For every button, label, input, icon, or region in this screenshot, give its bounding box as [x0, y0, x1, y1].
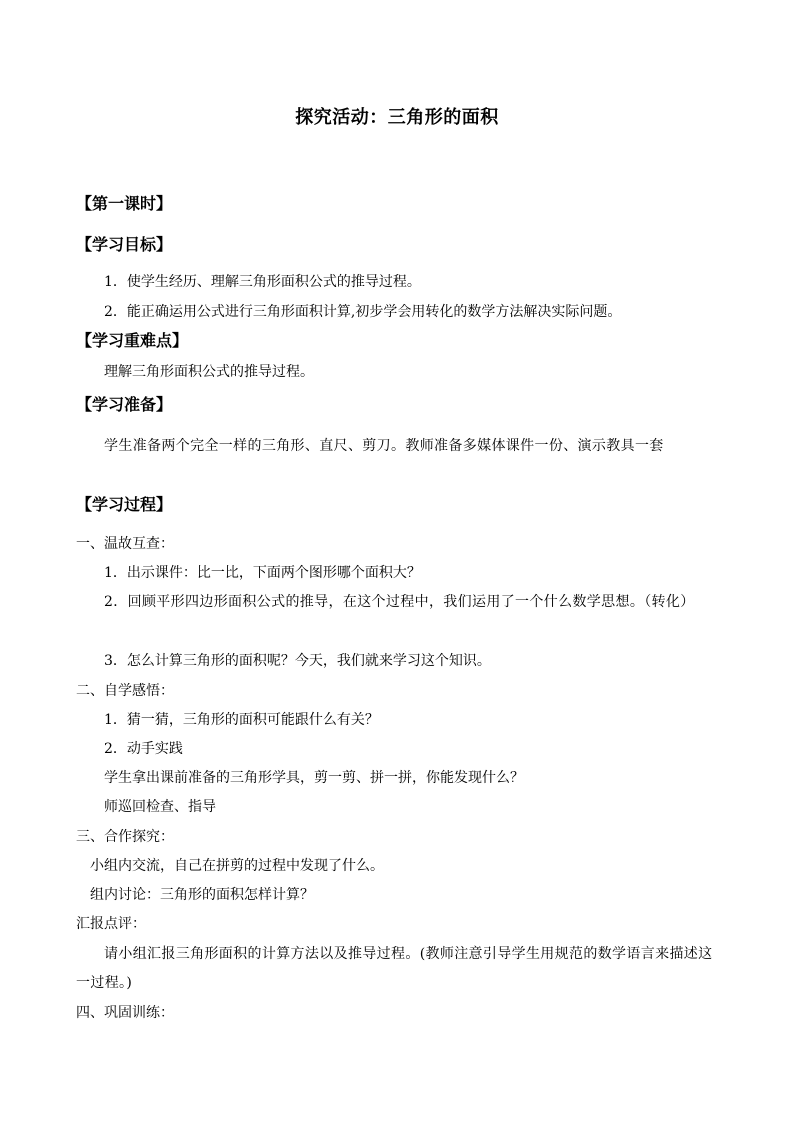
section-1-item-1: 1．出示课件：比一比，下面两个图形哪个面积大？ [104, 565, 421, 581]
section-2-line-3: 学生拿出课前准备的三角形学具，剪一剪、拼一拼，你能发现什么？ [104, 770, 524, 786]
section-2-title: 二、自学感悟： [76, 683, 174, 699]
key-points-text: 理解三角形面积公式的推导过程。 [104, 364, 314, 380]
section-1-title: 一、温故互查： [76, 536, 174, 552]
process-heading: 【学习过程】 [76, 495, 173, 514]
report-title: 汇报点评： [76, 916, 146, 932]
objective-item-1: 1．使学生经历、理解三角形面积公式的推导过程。 [104, 274, 421, 290]
objective-item-2: 2．能正确运用公式进行三角形面积计算,初步学会用转化的数学方法解决实际问题。 [104, 304, 622, 320]
objectives-heading: 【学习目标】 [76, 235, 173, 254]
section-4-title: 四、巩固训练： [76, 1005, 174, 1021]
section-1-item-2: 2．回顾平形四边形面积公式的推导，在这个过程中，我们运用了一个什么数学思想。（转化） [104, 594, 695, 610]
preparation-heading: 【学习准备】 [76, 395, 173, 414]
period-heading: 【第一课时】 [76, 194, 173, 213]
section-1-item-3: 3．怎么计算三角形的面积呢？今天，我们就来学习这个知识。 [104, 653, 491, 669]
report-text: 请小组汇报三角形面积的计算方法以及推导过程。(教师注意引导学生用规范的数学语言来描述这一过程。) [76, 946, 713, 991]
section-3-line-1: 小组内交流，自己在拼剪的过程中发现了什么。 [90, 858, 384, 874]
section-2-line-4: 师巡回检查、指导 [104, 799, 216, 815]
section-3-title: 三、合作探究： [76, 829, 174, 845]
preparation-text: 学生准备两个完全一样的三角形、直尺、剪刀。教师准备多媒体课件一份、演示教具一套 [104, 438, 664, 454]
section-2-item-2: 2．动手实践 [104, 741, 183, 757]
section-2-item-1: 1．猜一猜，三角形的面积可能跟什么有关？ [104, 712, 379, 728]
section-3-line-2: 组内讨论：三角形的面积怎样计算？ [90, 887, 314, 903]
key-points-heading: 【学习重难点】 [76, 331, 189, 350]
document-title: 探究活动：三角形的面积 [295, 107, 499, 128]
